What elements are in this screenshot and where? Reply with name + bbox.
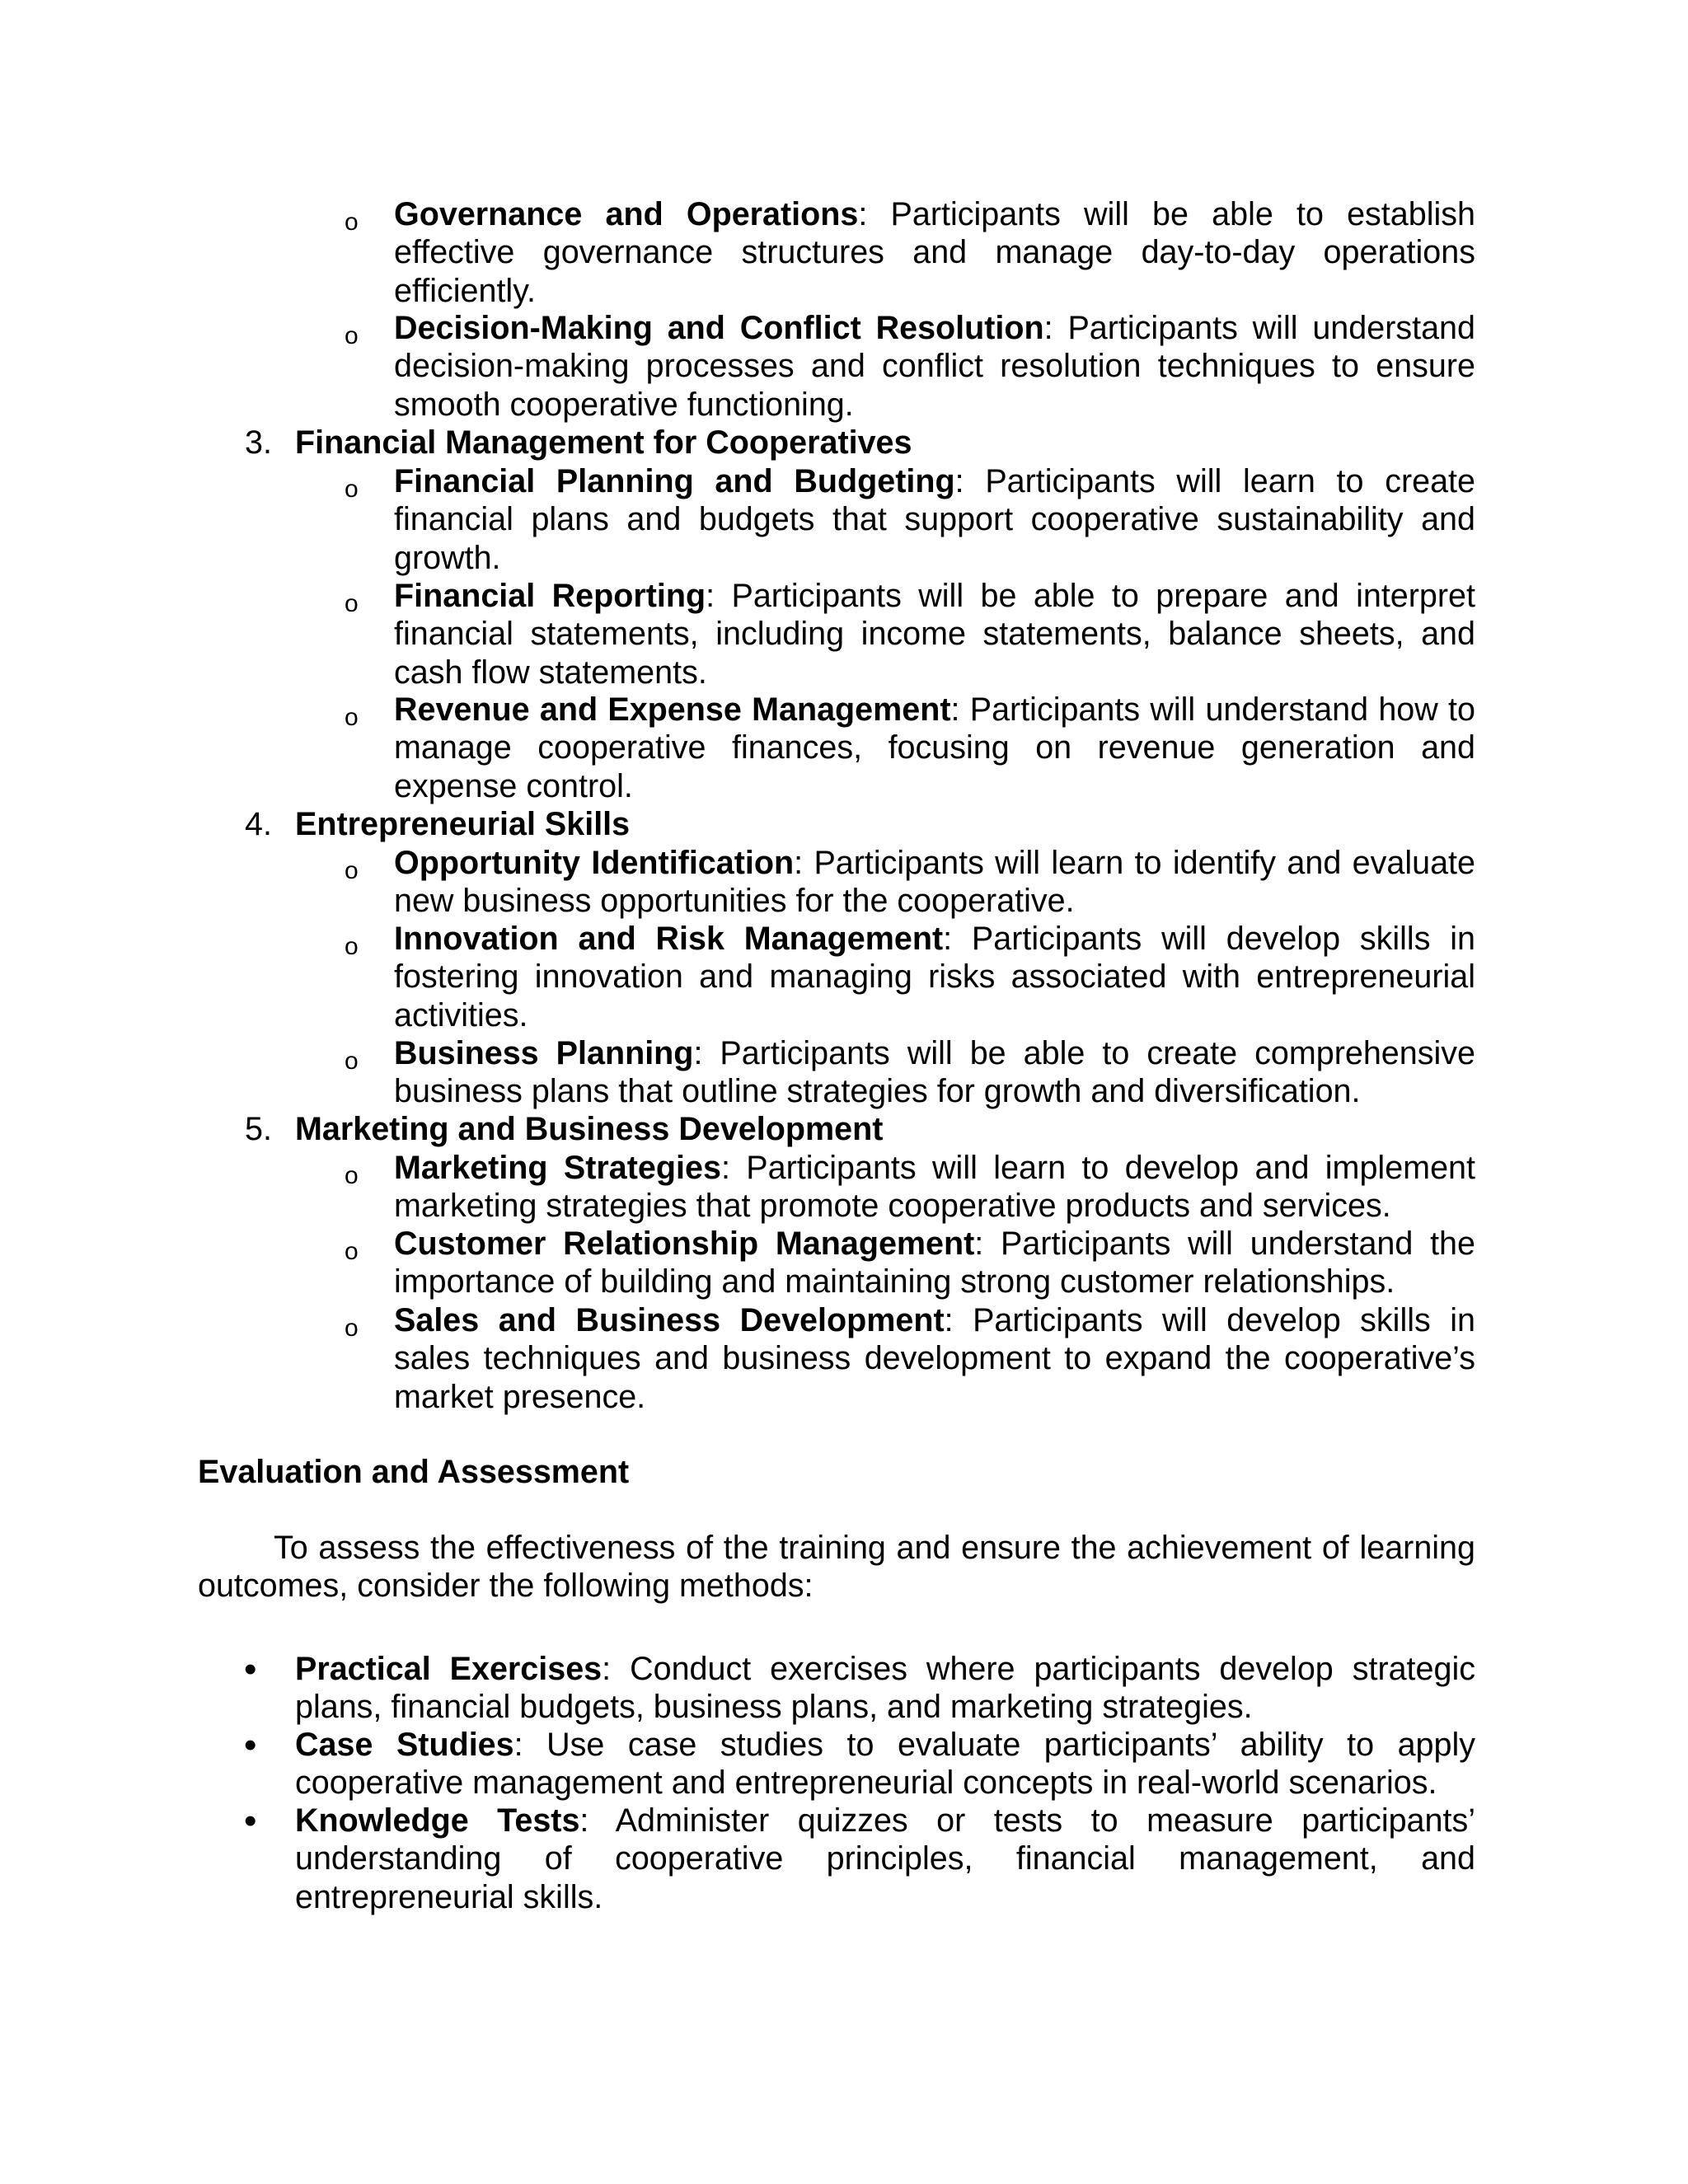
- circle-bullet-icon: o: [345, 857, 359, 884]
- section-heading: Marketing and Business Development: [295, 1111, 884, 1147]
- list-item: [295, 1726, 1475, 1802]
- circle-bullet-icon: o: [345, 1238, 359, 1265]
- circle-bullet-icon: o: [345, 1162, 359, 1189]
- list-item: [394, 309, 1475, 424]
- item-title: Knowledge Tests: [295, 1802, 580, 1839]
- item-title: Decision-Making and Conflict Resolution: [394, 310, 1044, 346]
- list-item: [394, 577, 1475, 691]
- section-title: Evaluation and Assessment: [198, 1454, 630, 1490]
- item-title: Opportunity Identification: [394, 845, 795, 881]
- item-title: Financial Reporting: [394, 578, 706, 614]
- item-text: : Participants will be able to create comprehensive business plans that outline strategies for growth and diversification.: [394, 1035, 1475, 1110]
- list-item: [394, 920, 1475, 1034]
- circle-bullet-icon: o: [345, 209, 359, 236]
- section-heading: Financial Management for Cooperatives: [295, 424, 912, 461]
- list-item: [295, 1650, 1475, 1727]
- item-text: : Participants will develop skills in fostering innovation and managing risks associated with entrepreneurial activities.: [394, 921, 1475, 1033]
- section-number: 3.: [245, 424, 272, 461]
- circle-bullet-icon: o: [345, 590, 359, 617]
- item-title: Innovation and Risk Management: [394, 921, 944, 957]
- intro-paragraph: To assess the effectiveness of the training and ensure the achievement of learning outcomes, consider the following methods:: [198, 1530, 1475, 1605]
- item-text: : Participants will understand decision-making processes and conflict resolution techniques to ensure smooth cooperative functioning.: [394, 310, 1475, 423]
- item-text: : Participants will learn to create financial plans and budgets that support cooperative sustainability and growth.: [394, 463, 1475, 576]
- item-title: Marketing Strategies: [394, 1150, 721, 1186]
- item-text: : Participants will be able to establish effective governance structures and manage day-to-day operations efficiently.: [394, 196, 1475, 309]
- list-item: [394, 1149, 1475, 1226]
- item-text: : Administer quizzes or tests to measure participants’ understanding of cooperative principles, financial management, and entrepreneurial skills.: [295, 1802, 1475, 1915]
- item-title: Revenue and Expense Management: [394, 691, 951, 728]
- list-item: [394, 844, 1475, 921]
- item-title: Governance and Operations: [394, 196, 859, 232]
- list-item: [394, 462, 1475, 577]
- item-text: : Participants will develop skills in sales techniques and business development to expand the cooperative’s market presence.: [394, 1302, 1475, 1415]
- item-text: : Participants will be able to prepare and interpret financial statements, including income statements, balance sheets, and cash flow statements.: [394, 578, 1475, 691]
- circle-bullet-icon: o: [345, 476, 359, 503]
- list-item: [394, 195, 1475, 310]
- item-text: : Conduct exercises where participants develop strategic plans, financial budgets, business plans, and marketing strategies.: [295, 1651, 1475, 1726]
- circle-bullet-icon: o: [345, 704, 359, 731]
- item-title: Financial Planning and Budgeting: [394, 463, 955, 499]
- list-item: [394, 1034, 1475, 1111]
- item-text: : Participants will understand how to manage cooperative finances, focusing on revenue generation and expense control.: [394, 691, 1475, 804]
- circle-bullet-icon: o: [345, 322, 359, 349]
- item-text: : Participants will learn to develop and implement marketing strategies that promote cooperative products and services.: [394, 1150, 1475, 1225]
- list-item: [394, 1301, 1475, 1416]
- list-item: [394, 1225, 1475, 1301]
- item-title: Customer Relationship Management: [394, 1226, 975, 1262]
- item-title: Sales and Business Development: [394, 1302, 945, 1338]
- bullet-icon: •: [244, 1725, 257, 1765]
- circle-bullet-icon: o: [345, 1315, 359, 1342]
- item-title: Practical Exercises: [295, 1651, 603, 1687]
- list-item: [295, 1802, 1475, 1916]
- item-title: Business Planning: [394, 1035, 694, 1071]
- bullet-icon: •: [244, 1649, 257, 1690]
- item-text: : Participants will learn to identify and evaluate new business opportunities for the cooperative.: [394, 845, 1475, 920]
- circle-bullet-icon: o: [345, 933, 359, 960]
- list-item: [394, 691, 1475, 805]
- bullet-icon: •: [244, 1801, 257, 1841]
- section-number: 4.: [245, 806, 272, 842]
- item-text: : Use case studies to evaluate participants’ ability to apply cooperative management and entrepreneurial concepts in real-world scenarios.: [295, 1727, 1475, 1802]
- item-text: : Participants will understand the importance of building and maintaining strong customer relationships.: [394, 1226, 1475, 1301]
- section-heading: Entrepreneurial Skills: [295, 806, 631, 842]
- section-number: 5.: [245, 1111, 272, 1147]
- item-title: Case Studies: [295, 1727, 514, 1763]
- circle-bullet-icon: o: [345, 1047, 359, 1075]
